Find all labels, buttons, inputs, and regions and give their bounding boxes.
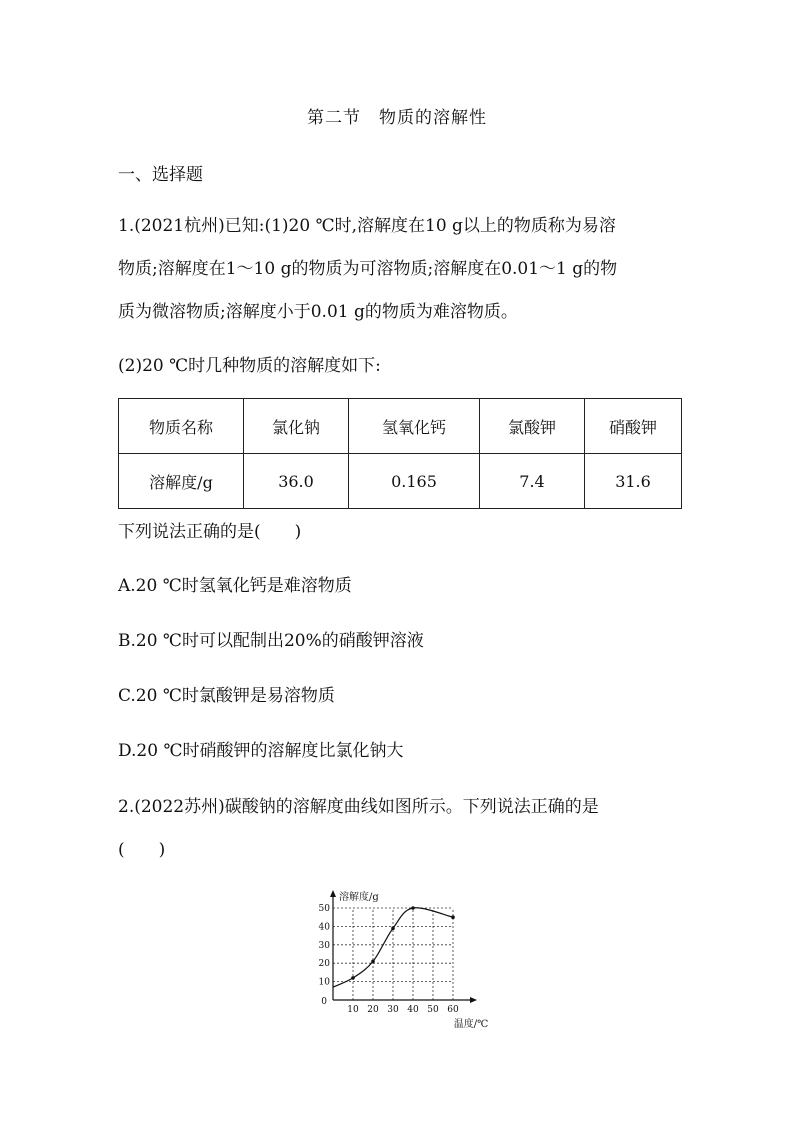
q1-text-line-4: (2)20 ℃时几种物质的溶解度如下: <box>118 356 381 376</box>
table-cell: 36.0 <box>244 454 349 509</box>
chart-points <box>351 906 455 980</box>
x-tick-label: 50 <box>427 1005 439 1015</box>
x-axis-arrow <box>470 997 477 1003</box>
y-tick-label: 50 <box>318 904 330 914</box>
x-tick-label: 10 <box>347 1005 359 1015</box>
q1-option-d: D.20 ℃时硝酸钾的溶解度比氯化钠大 <box>118 741 404 761</box>
table-cell: 硝酸钾 <box>585 399 682 454</box>
y-axis-label: 溶解度/g <box>339 892 379 903</box>
q2-text-line-2: ( ) <box>118 840 166 860</box>
y-axis-arrow <box>330 890 336 897</box>
page-title: 第二节 物质的溶解性 <box>307 108 487 128</box>
data-point <box>451 915 455 919</box>
table-cell: 7.4 <box>480 454 585 509</box>
data-point <box>351 976 355 980</box>
data-point <box>411 906 415 910</box>
origin-label: 0 <box>321 997 327 1007</box>
table-cell: 氯化钠 <box>244 399 349 454</box>
x-tick-label: 30 <box>387 1005 399 1015</box>
chart-svg <box>310 880 500 1030</box>
table-row <box>119 454 682 509</box>
q1-option-c: C.20 ℃时氯酸钾是易溶物质 <box>118 686 335 706</box>
x-tick-label: 20 <box>367 1005 379 1015</box>
q1-text-line-1: 1.(2021杭州)已知:(1)20 ℃时,溶解度在10 g以上的物质称为易溶 <box>118 216 616 236</box>
table-cell: 氢氧化钙 <box>349 399 480 454</box>
data-point <box>391 926 395 930</box>
section-heading: 一、选择题 <box>118 165 203 185</box>
table-cell: 物质名称 <box>119 399 244 454</box>
chart-labels <box>319 890 489 1030</box>
table-header-row <box>119 399 682 454</box>
q1-text-line-3: 质为微溶物质;溶解度小于0.01 g的物质为难溶物质。 <box>118 302 518 322</box>
table-cell: 0.165 <box>349 454 480 509</box>
q2-text-line-1: 2.(2022苏州)碳酸钠的溶解度曲线如图所示。下列说法正确的是 <box>118 797 599 817</box>
table-cell: 溶解度/g <box>119 454 244 509</box>
q1-option-a: A.20 ℃时氢氧化钙是难溶物质 <box>118 576 352 596</box>
y-tick-label: 30 <box>318 940 330 951</box>
table-cell: 氯酸钾 <box>480 399 585 454</box>
chart-axes <box>330 890 477 1003</box>
x-tick-label: 60 <box>447 1005 459 1015</box>
y-tick-label: 40 <box>318 922 330 933</box>
y-tick-label: 20 <box>318 959 330 970</box>
solubility-table <box>118 398 682 509</box>
q1-stem: 下列说法正确的是( ) <box>118 522 302 542</box>
y-tick-label: 10 <box>318 977 330 988</box>
data-point <box>371 960 375 964</box>
q1-text-line-2: 物质;溶解度在1～10 g的物质为可溶物质;溶解度在0.01～1 g的物 <box>118 259 618 279</box>
x-tick-label: 40 <box>407 1005 419 1015</box>
chart-grid <box>333 908 453 1000</box>
q1-option-b: B.20 ℃时可以配制出20%的硝酸钾溶液 <box>118 631 424 651</box>
x-axis-label: 温度/℃ <box>453 1019 489 1030</box>
solubility-curve-chart <box>310 880 500 1030</box>
table-cell: 31.6 <box>585 454 682 509</box>
